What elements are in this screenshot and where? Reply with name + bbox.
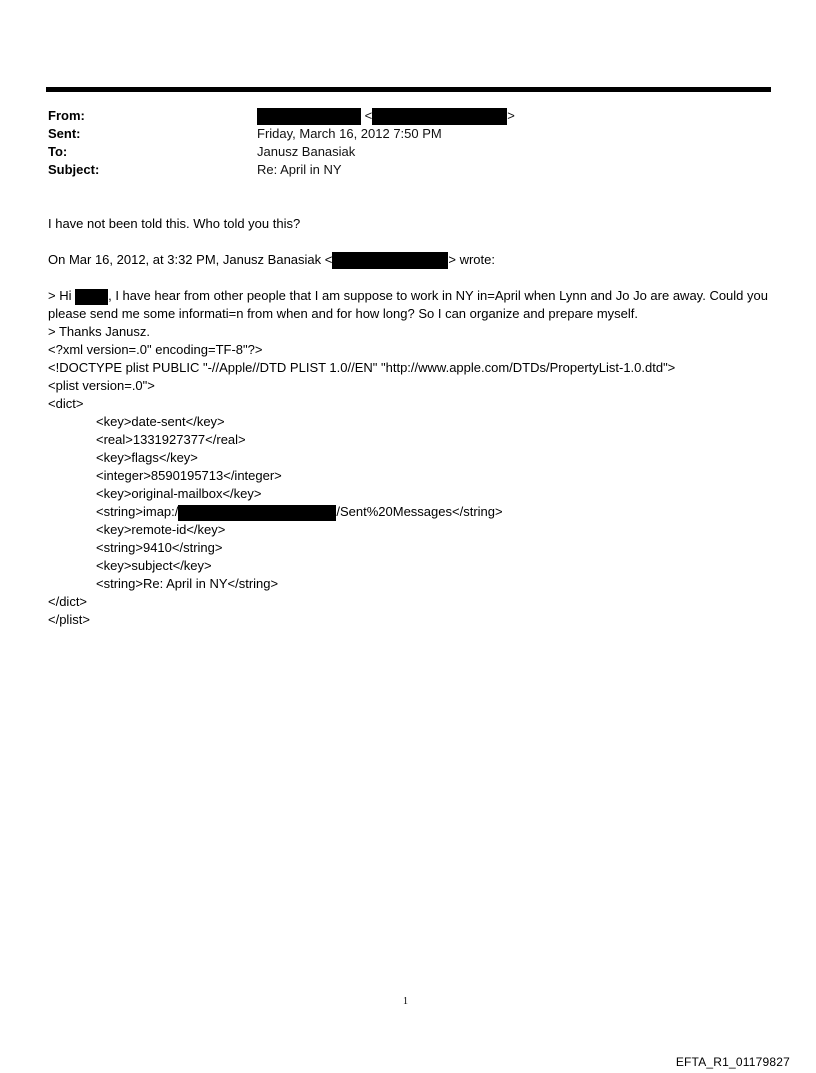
redaction-sender-email <box>332 252 448 269</box>
header-rule <box>46 87 771 92</box>
plist-line: <string>9410</string> <box>96 540 223 555</box>
sent-value: Friday, March 16, 2012 7:50 PM <box>257 126 442 141</box>
page-number: 1 <box>403 996 408 1007</box>
doctype-line: <!DOCTYPE plist PUBLIC "-//Apple//DTD PLIST 1.0//EN" "http://www.apple.com/DTDs/PropertyList-1.0.dtd"> <box>48 360 676 375</box>
dict-close: </dict> <box>48 594 88 609</box>
from-value <box>257 107 515 125</box>
xml-declaration: <?xml version=.0" encoding=TF-8"?> <box>48 342 263 357</box>
subject-value: Re: April in NY <box>257 162 342 177</box>
to-value: Janusz Banasiak <box>257 144 356 159</box>
plist-line: <integer>8590195713</integer> <box>96 468 282 483</box>
plist-line-imap <box>96 503 503 521</box>
from-gt: > <box>507 108 515 123</box>
subject-label: Subject: <box>48 162 100 177</box>
reply-line: I have not been told this. Who told you this? <box>48 216 301 231</box>
quote-thanks: > Thanks Janusz. <box>48 324 151 339</box>
quote-rest: , I have hear from other people that I am suppose to work in NY in=April when Lynn and Jo Jo are away. Could you please send me some informati=n from when and for how long? So I can organize and prepare myself. <box>48 288 768 321</box>
plist-open: <plist version=.0"> <box>48 378 155 393</box>
imap-prefix: <string>imap:/ <box>96 504 179 519</box>
quoted-message <box>48 287 768 323</box>
plist-line: <real>1331927377</real> <box>96 432 246 447</box>
quote-intro-b: > wrote: <box>448 252 495 267</box>
quote-intro-a: On Mar 16, 2012, at 3:32 PM, Janusz Banasiak < <box>48 252 333 267</box>
redaction-from-email <box>372 108 507 125</box>
from-lt: < <box>364 108 373 123</box>
plist-line: <key>subject</key> <box>96 558 212 573</box>
redaction-imap-account <box>178 505 336 521</box>
redaction-from-name <box>257 108 361 125</box>
imap-suffix: /Sent%20Messages</string> <box>336 504 503 519</box>
to-label: To: <box>48 144 68 159</box>
plist-line: <key>flags</key> <box>96 450 198 465</box>
plist-line: <key>remote-id</key> <box>96 522 226 537</box>
from-label: From: <box>48 108 85 123</box>
dict-open: <dict> <box>48 396 84 411</box>
plist-close: </plist> <box>48 612 90 627</box>
plist-line: <key>date-sent</key> <box>96 414 225 429</box>
sent-label: Sent: <box>48 126 81 141</box>
quote-intro <box>48 251 495 269</box>
redaction-recipient-name <box>75 289 108 305</box>
bates-number: EFTA_R1_01179827 <box>675 1055 790 1069</box>
plist-line: <string>Re: April in NY</string> <box>96 576 279 591</box>
plist-line: <key>original-mailbox</key> <box>96 486 262 501</box>
quote-hi: > Hi <box>48 288 76 303</box>
